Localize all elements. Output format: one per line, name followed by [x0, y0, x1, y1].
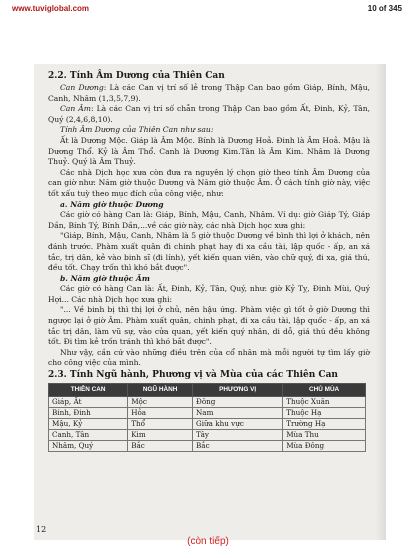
- header-phuong-vi: PHƯƠNG VỊ: [193, 384, 283, 397]
- cell-ngu-hanh: Hỏa: [128, 407, 193, 418]
- cell-chu-mua: Mùa Đông: [283, 440, 366, 451]
- cell-ngu-hanh: Mộc: [128, 396, 193, 407]
- text-can-duong: : Là các Can vị trí số lẻ trong Thập Can bao gồm Giáp, Bính, Mậu, Canh, Nhâm (1,3,5,7,9).: [48, 83, 370, 103]
- quote-gio-am: "... Về binh bị thì thị lợi ở chủ, nên hậu ứng. Phàm việc gì tốt ở giờ Dương thì ngược lại ở giờ Âm. Phàm xuất quân, chinh phạt, đi xa cầu tài, lập quốc - ấp, an xá tắc trị dân, làm vũ sự, vào cửa quan, yết kiến quý nhân, di dỗ, giá thú đều không tốt. Đi tìm kẻ trốn tránh thì khó bắt được".: [48, 305, 370, 347]
- table-row: [49, 407, 366, 418]
- page-edge-shadow: [376, 64, 386, 540]
- cell-ngu-hanh: Kim: [128, 429, 193, 440]
- table-header-row: [49, 384, 366, 397]
- cell-ngu-hanh: Thổ: [128, 418, 193, 429]
- header-thien-can: THIÊN CAN: [49, 384, 128, 397]
- term-can-duong: Can Dương: [60, 83, 104, 92]
- continued-label: (còn tiếp): [187, 536, 229, 547]
- cell-thien-can: Canh, Tân: [49, 429, 128, 440]
- cell-thien-can: Nhâm, Quý: [49, 440, 128, 451]
- subheading-gio-am: b. Năm giờ thuộc Âm: [60, 273, 150, 283]
- paragraph-gio-am: Các giờ có hàng Can là: Ất, Đinh, Kỷ, Tân, Quý, như: giờ Kỷ Tỵ, Đinh Mùi, Quý Hợi... Các nhà Dịch học xưa ghi:: [48, 284, 370, 304]
- header-ngu-hanh: NGŨ HÀNH: [128, 384, 193, 397]
- paragraph-gio-duong: Các giờ có hàng Can là: Giáp, Bính, Mậu, Canh, Nhâm. Ví dụ: giờ Giáp Tý, Giáp Dần, Bính Tý, Bính Dần,...về các giờ này, các nhà Dịch học xưa ghi:: [48, 210, 370, 230]
- paragraph-intro-italic: Tính Âm Dương của Thiên Can như sau:: [60, 125, 214, 135]
- cell-chu-mua: Mùa Thu: [283, 429, 366, 440]
- quote-gio-duong: "Giáp, Bính, Mậu, Canh, Nhâm là 5 giờ thuộc Dương về bình thì lợi ở khách, nên đánh trước. Phàm xuất quân đi chinh phạt hay đi xa cầu tài, lập quốc - ấp, an xá tắc, trị dân, kẻ vào binh sĩ (đi lính), yết kiến quan viên, vào chữ quý, đi xa, giá thú, đều tốt. Chạy trốn thì khó bắt được".: [48, 231, 370, 273]
- header-chu-mua: CHỦ MÙA: [283, 384, 366, 397]
- text-can-am: : Là các Can vị trí số chẵn trong Thập Can bao gồm Ất, Đinh, Kỷ, Tân, Quý (2,4,6,8,10).: [48, 104, 371, 124]
- subheading-gio-duong: a. Năm giờ thuộc Dương: [60, 199, 164, 209]
- cell-thien-can: Giáp, Ất: [49, 396, 128, 407]
- paragraph-can-am: [48, 104, 370, 125]
- cell-chu-mua: Thuộc Hạ: [283, 407, 366, 418]
- thien-can-table: [48, 383, 366, 452]
- cell-ngu-hanh: Bắc: [128, 440, 193, 451]
- paragraph-chon-gio: Các nhà Dịch học xưa còn đưa ra nguyên lý chọn giờ theo tính Âm Dương của can giờ như: Năm giờ thuộc Dương và Năm giờ thuộc Âm. Ở cách tính giờ này, việc tốt xấu tuỳ theo mục đích của công việc, như:: [48, 167, 370, 198]
- cell-phuong-vi: Giữa khu vực: [193, 418, 283, 429]
- section-heading-2-2: 2.2. Tính Âm Dương của Thiên Can: [48, 71, 225, 81]
- table-row: [49, 418, 366, 429]
- paragraph-can-duong: [48, 83, 370, 104]
- page-number: 12: [36, 525, 47, 534]
- cell-phuong-vi: Tây: [193, 429, 283, 440]
- cell-phuong-vi: Nam: [193, 407, 283, 418]
- top-bar: [0, 0, 416, 18]
- page-content: [48, 70, 370, 452]
- section-heading-2-3: 2.3. Tính Ngũ hành, Phương vị và Mùa của các Thiên Can: [48, 370, 338, 381]
- cell-thien-can: Bính, Đinh: [49, 407, 128, 418]
- cell-phuong-vi: Đông: [193, 396, 283, 407]
- site-url[interactable]: www.tuviglobal.com: [12, 4, 90, 13]
- table-row: [49, 429, 366, 440]
- cell-chu-mua: Trường Hạ: [283, 418, 366, 429]
- scanned-page: [34, 64, 386, 540]
- table-row: [49, 440, 366, 451]
- term-can-am: Can Âm: [60, 104, 91, 114]
- cell-thien-can: Mậu, Kỷ: [49, 418, 128, 429]
- paragraph-conclusion: Như vậy, cần cứ vào những điều trên của cổ nhân mà mỗi người tự tìm lấy giờ cho công việc của mình.: [48, 347, 370, 368]
- page-counter: 10 of 345: [367, 4, 402, 13]
- cell-chu-mua: Thuộc Xuân: [283, 396, 366, 407]
- paragraph-am-duong-list: Ất là Dương Mộc. Giáp là Âm Mộc. Bính là Dương Hoả. Đinh là Âm Hoả. Mậu là Dương Thổ. Kỷ là Âm Thổ. Canh là Dương Kim.Tân là Âm Kim. Nhâm là Dương Thuỷ. Quý là Âm Thuỷ.: [48, 135, 370, 167]
- cell-phuong-vi: Bắc: [193, 440, 283, 451]
- table-row: [49, 396, 366, 407]
